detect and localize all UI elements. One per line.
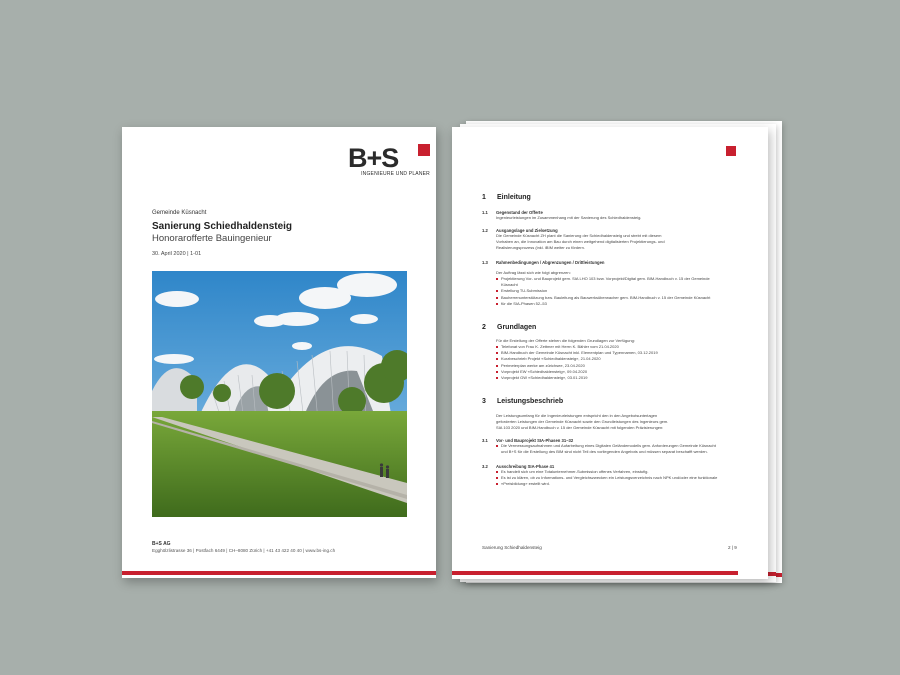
list-item: BIM-Handbuch der Gemeinde Küsnacht inkl. Elementplan und Typennamen, 03.12.2019 <box>496 350 746 356</box>
inner-redbar <box>452 571 738 575</box>
list-item: Es ist zu klären, ob zu Informations- und Vergleichszwecken ein Leistungsverzeichnis nach NPK und/oder eine funktionale <box>496 475 746 481</box>
text-line: Vorhaben an, die Innovation am Bau durch einen weitgehend digitalisierten Projektierungs- und <box>496 239 665 245</box>
cover-date: 30. April 2020 | 1-01 <box>152 251 202 257</box>
text-line: Die Gemeinde Küsnacht ZH plant die Sanierung der Schiedhaldensteig und strebt mit diesem <box>496 233 662 238</box>
list-item: Bauherrenunterstützung bzw. Bauleitung als Bauwerksüberwacher gem. BIM-Handbuch v. 15 der Gemeinde Küsnacht <box>496 295 746 301</box>
text-line: Für die Erstellung der Offerte stehen die folgenden Grundlagen zur Verfügung: <box>496 338 635 343</box>
list-item: Es handelt sich um eine Totalunternehmer-Submission offenes Verfahren, einstufig. <box>496 469 746 475</box>
section-number: 2 <box>482 324 486 331</box>
footer-title: Sanierung Schiedhaldensteig <box>482 545 542 550</box>
section-title: Einleitung <box>497 194 531 201</box>
list-item: und B+S für die Erstellung des BIM sind nicht Teil des vorliegenden Angebots und müssen separat beschafft werden. <box>501 449 708 455</box>
logo-red-square <box>726 146 736 156</box>
section-2-list <box>496 344 746 381</box>
section-number: 3 <box>482 398 486 405</box>
subsection-heading: Ausschreibung SIA-Phase 41 <box>496 464 555 469</box>
cover-title: Sanierung Schiedhaldensteig <box>152 221 293 232</box>
text-line: Der Auftrag lässt sich wie folgt abgrenzen: <box>496 270 571 275</box>
subsection-1-2-text <box>496 233 746 252</box>
section-heading-1 <box>482 194 531 201</box>
list-item: Kurzbeschrieb Projekt «Schiedhaldensteig», 21.04.2020 <box>496 356 746 362</box>
subsection-heading: Gegenstand der Offerte <box>496 210 543 215</box>
cover-redbar <box>122 571 436 575</box>
list-item: «Preisbildung» erstellt wird. <box>496 481 746 487</box>
text-line: Realisierungsprozess (inkl. iBIM weiter zu fördern. <box>496 245 585 251</box>
list-item: Projektierung Vor- und Bauprojekt gem. SIA LHO 103 bzw. Vorprojekt/Digital gem. BIM-Handbuch v. 15 der Gemeinde <box>496 276 746 282</box>
company-name: B+S AG <box>152 541 171 547</box>
cover-subtitle: Honorarofferte Bauingenieur <box>152 233 272 244</box>
subsection-number: 3.1 <box>482 438 488 443</box>
cover-photo <box>152 271 407 517</box>
subsection-1-1-text <box>496 215 746 221</box>
subsection-3-1-list <box>496 443 746 455</box>
subsection-heading: Ausgangslage und Zielsetzung <box>496 228 558 233</box>
company-address: Egghölzlistrasse 36 | Postfach 6449 | CH–8080 Zürich | +41 43 422 40 40 | www.bs-ing.ch <box>152 548 336 553</box>
inner-page <box>452 127 768 579</box>
list-item: für die SIA-Phasen 52–53 <box>496 301 746 307</box>
text-line: Ingenieurleistungen im Zusammenhang mit der Sanierung des Schiedhaldensteig. <box>496 215 642 220</box>
list-item: Küsnacht <box>501 282 518 288</box>
section-number: 1 <box>482 194 486 201</box>
list-item: Telefonat von Frau K. Zettmer mit Herrn K. Bähler vom 21.04.2020 <box>496 344 746 350</box>
text-line: SIA 103 2020 und BIM-Handbuch v. 15 der Gemeinde Küsnacht mit folgenden Präzisierungen: <box>496 425 664 431</box>
subsection-heading: Vor- und Bauprojekt SIA-Phasen 31–32 <box>496 438 574 443</box>
list-item: Vorprojekt GW «Schiedhaldensteig», 03.01.2019 <box>496 375 746 381</box>
subsection-1-3-list <box>496 276 746 307</box>
client-name: Gemeinde Küsnacht <box>152 210 207 216</box>
company-logo <box>348 144 430 184</box>
list-item: Perimeterplan werke am zürichsee, 23.04.2020 <box>496 363 746 369</box>
list-item: Vorprojekt EW «Schiedhaldensteig», 09.04.2020 <box>496 369 746 375</box>
subsection-heading: Rahmenbedingungen / Abgrenzungen / Drittleistungen <box>496 260 605 265</box>
section-title: Grundlagen <box>497 324 537 331</box>
text-line: Der Leistungsumfang für die Ingenieurleistungen entspricht den in den Angebotsunterlagen <box>496 413 658 418</box>
text-line: geforderten Leistungen der Gemeinde Küsnacht sowie den Grundleistungen des Ingenieurs gem. <box>496 419 669 425</box>
section-heading-2 <box>482 324 536 331</box>
list-item: Die Vermessungsaufnahmen und Aufarbeitung eines Digitalen Geländemodells gem. Anforderungen Gemeinde Küsnacht <box>496 443 746 449</box>
logo-red-square <box>418 144 430 156</box>
logo-subtitle: INGENIEURE UND PLANER <box>361 171 430 177</box>
logo-text: B+S <box>348 143 399 173</box>
cover-page <box>122 127 436 578</box>
section-3-text <box>496 413 746 432</box>
section-title: Leistungsbeschrieb <box>497 398 564 405</box>
subsection-3-2-list <box>496 469 746 488</box>
subsection-number: 1.3 <box>482 260 488 265</box>
subsection-number: 1.1 <box>482 210 488 215</box>
subsection-number: 3.2 <box>482 464 488 469</box>
page-number: 2 | 9 <box>728 545 737 550</box>
list-item: Erstellung TU-Submission <box>496 288 746 294</box>
building-photo-illustration <box>152 271 407 517</box>
section-heading-3 <box>482 398 563 405</box>
subsection-number: 1.2 <box>482 228 488 233</box>
